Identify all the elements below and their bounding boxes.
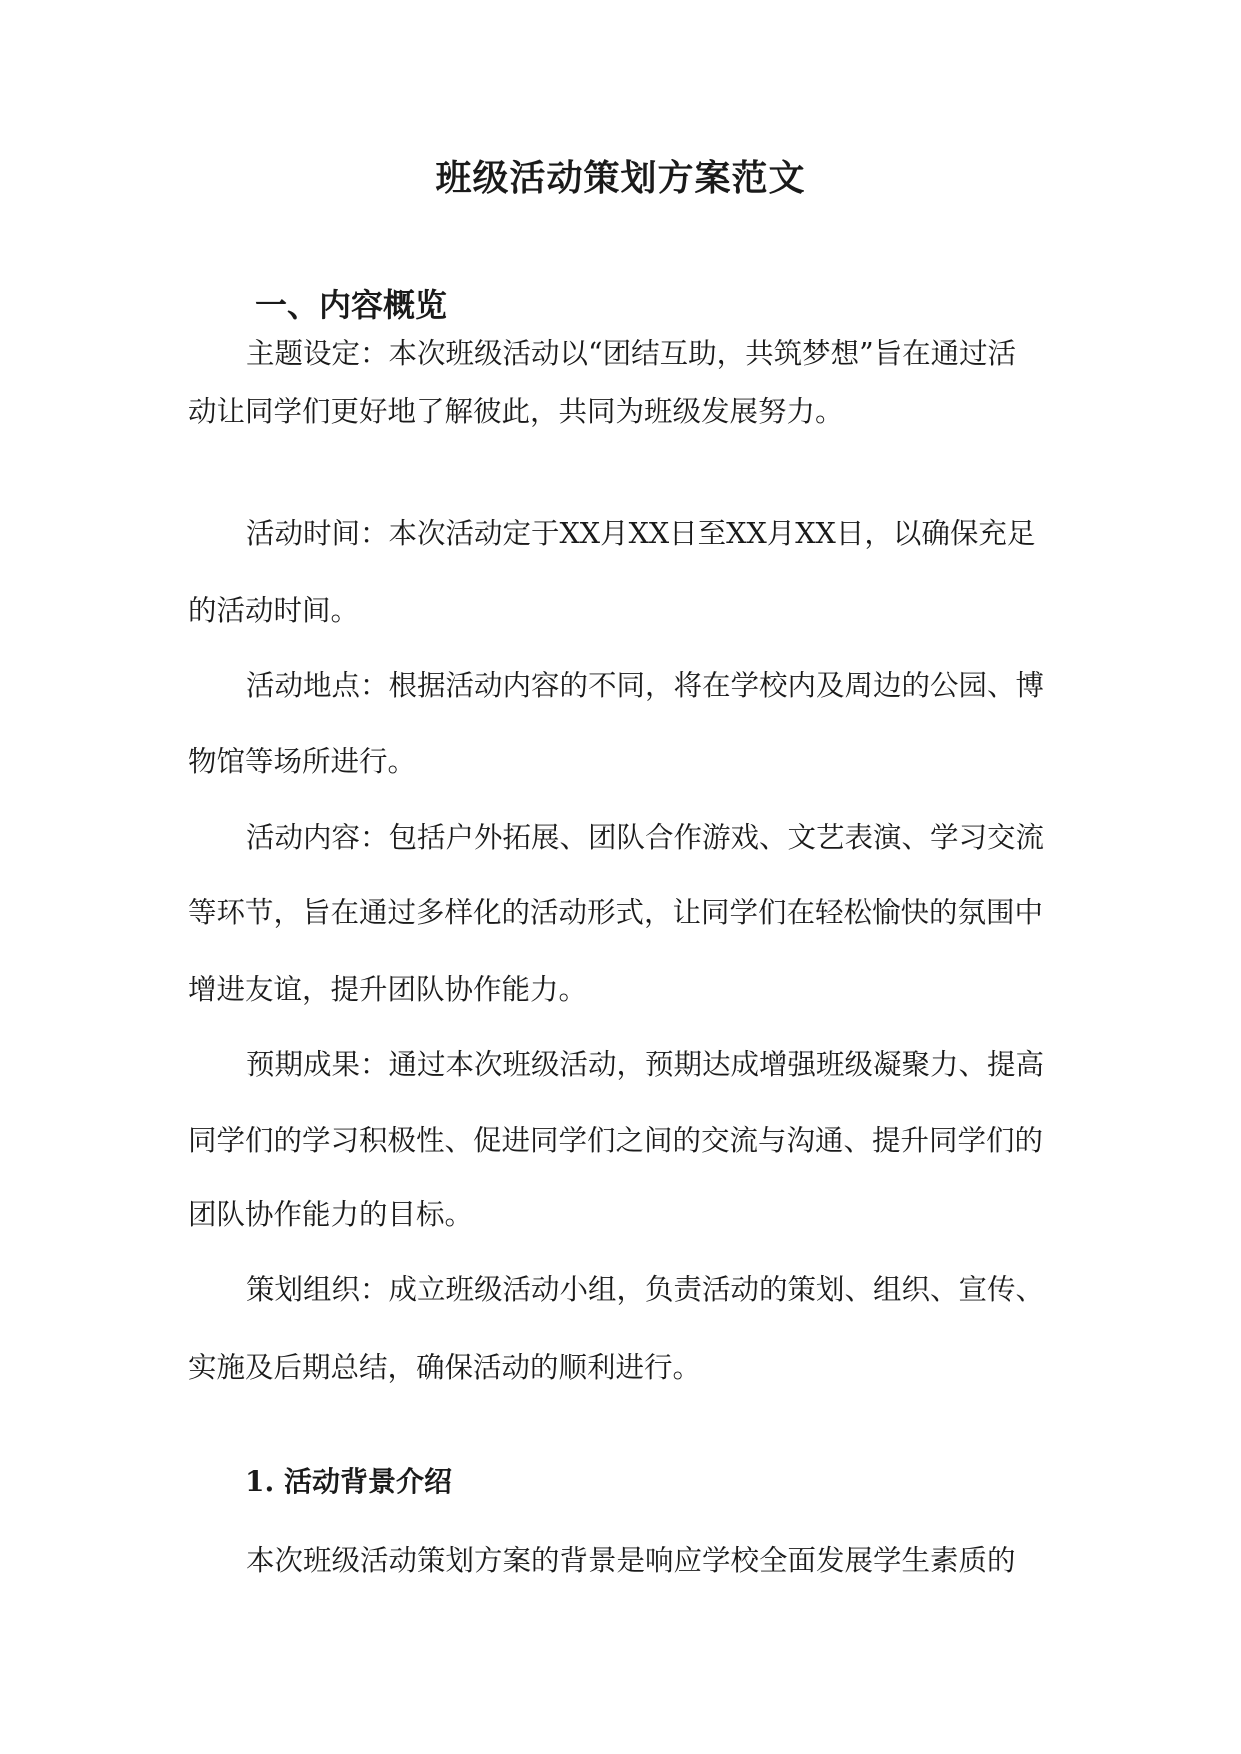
paragraph-line: 等环节，旨在通过多样化的活动形式，让同学们在轻松愉快的氛围中	[188, 896, 1044, 929]
paragraph-line: 本次班级活动策划方案的背景是响应学校全面发展学生素质的	[246, 1544, 1016, 1577]
paragraph-line: 同学们的学习积极性、促进同学们之间的交流与沟通、提升同学们的	[188, 1124, 1044, 1157]
paragraph-line: 活动内容：包括户外拓展、团队合作游戏、文艺表演、学习交流	[246, 821, 1045, 854]
subsection-heading-background: 1. 活动背景介绍	[245, 1465, 452, 1498]
document-title: 班级活动策划方案范文	[435, 157, 806, 199]
paragraph-line: 活动时间：本次活动定于XX月XX日至XX月XX日，以确保充足	[246, 517, 1036, 550]
paragraph-line: 的活动时间。	[188, 594, 360, 627]
paragraph-line: 团队协作能力的目标。	[188, 1198, 474, 1231]
paragraph-line: 动让同学们更好地了解彼此，共同为班级发展努力。	[188, 395, 844, 428]
paragraph-line: 预期成果：通过本次班级活动，预期达成增强班级凝聚力、提高	[246, 1048, 1045, 1081]
paragraph-line: 物馆等场所进行。	[188, 745, 417, 778]
paragraph-line: 主题设定：本次班级活动以“团结互助，共筑梦想”旨在通过活	[246, 337, 1017, 370]
paragraph-line: 实施及后期总结，确保活动的顺利进行。	[188, 1351, 702, 1384]
paragraph-line: 增进友谊，提升团队协作能力。	[188, 973, 588, 1006]
section-heading-overview: 一、内容概览	[255, 286, 448, 324]
paragraph-line: 策划组织：成立班级活动小组，负责活动的策划、组织、宣传、	[246, 1273, 1045, 1306]
paragraph-line: 活动地点：根据活动内容的不同，将在学校内及周边的公园、博	[246, 669, 1045, 702]
